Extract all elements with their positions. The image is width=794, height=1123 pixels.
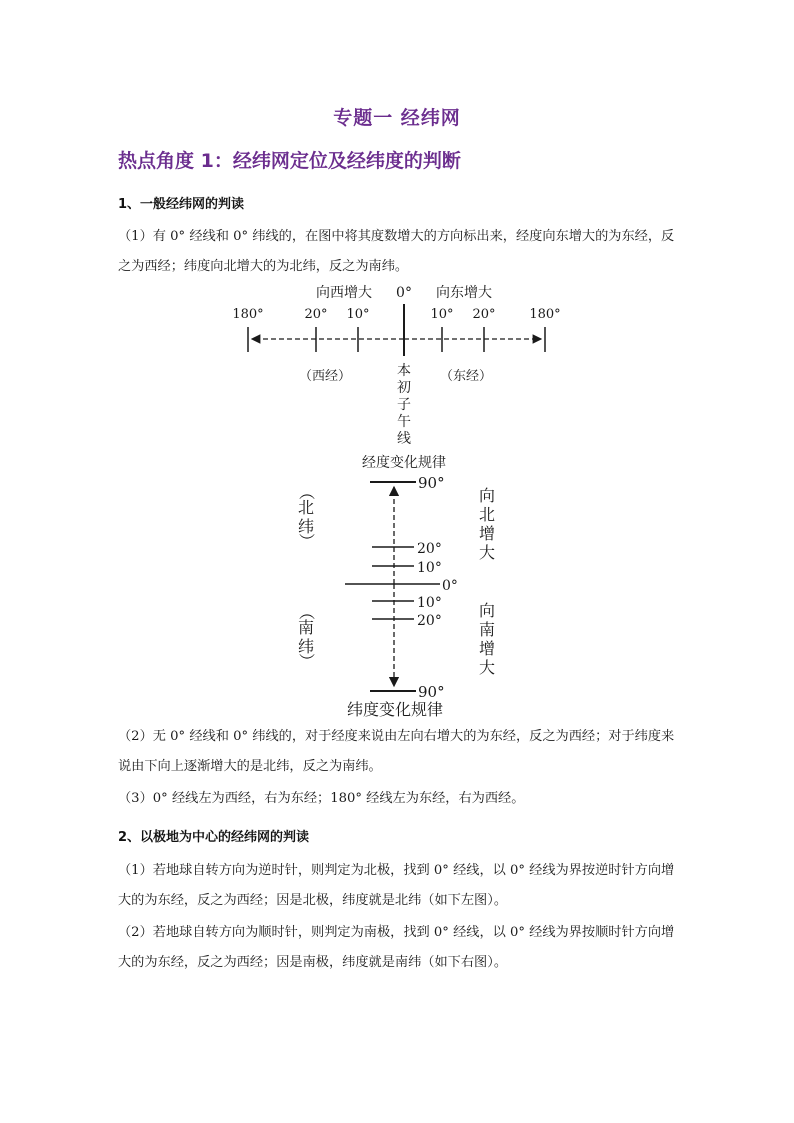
- east-increase-label: 向东增大: [436, 285, 492, 301]
- tick-label-s20: 20°: [417, 613, 442, 629]
- tick-label-e180: 180°: [529, 307, 561, 322]
- latitude-caption: 纬度变化规律: [346, 700, 444, 719]
- tick-label-n90: 90°: [418, 474, 445, 492]
- subsection-heading-2: 2、以极地为中心的经纬网的判读: [118, 830, 310, 845]
- west-longitude-label: （西经）: [298, 369, 352, 384]
- prime-meridian-char-1: 本: [397, 363, 411, 379]
- prime-meridian-char-3: 子: [397, 397, 411, 413]
- tick-label-n10: 10°: [417, 560, 442, 576]
- prime-meridian-char-5: 线: [397, 431, 411, 447]
- paragraph-2: （2）无 0° 经线和 0° 纬线的，对于经度来说由左向右增大的为东经，反之为西经；对于纬度来说由下向上逐渐增大的是北纬，反之为南纬。: [118, 729, 675, 774]
- south-increase-char-1: 向: [478, 601, 496, 620]
- north-increase-char-1: 向: [478, 486, 496, 505]
- south-latitude-paren-close: ）: [297, 652, 316, 670]
- tick-label-w180: 180°: [232, 307, 264, 322]
- south-increase-char-3: 增: [478, 639, 496, 658]
- latitude-diagram: [297, 474, 495, 719]
- tick-label-s10: 10°: [417, 595, 442, 611]
- tick-label-w20: 20°: [304, 307, 328, 322]
- south-latitude-paren-open: （: [297, 603, 316, 621]
- prime-meridian-char-4: 午: [397, 414, 411, 430]
- longitude-diagram: [232, 284, 560, 471]
- north-increase-char-2: 北: [478, 505, 496, 524]
- paragraph-1: （1）有 0° 经线和 0° 纬线的，在图中将其度数增大的方向标出来，经度向东增大的为东经，反之为西经；纬度向北增大的为北纬，反之为南纬。: [118, 229, 675, 274]
- paragraph-4: （1）若地球自转方向为逆时针，则判定为北极，找到 0° 经线，以 0° 经线为界按逆时针方向增大的为东经，反之为西经；因是北极，纬度就是北纬（如下左图）。: [118, 863, 675, 908]
- tick-label-n20: 20°: [417, 541, 442, 557]
- west-increase-label: 向西增大: [316, 285, 372, 301]
- east-longitude-label: （东经）: [439, 369, 493, 384]
- tick-label-e10: 10°: [430, 307, 454, 322]
- north-latitude-char-2: 纬: [297, 517, 315, 536]
- north-latitude-paren-close: ）: [297, 532, 316, 550]
- prime-meridian-char-2: 初: [397, 380, 411, 396]
- longitude-caption: 经度变化规律: [362, 455, 446, 471]
- paragraph-3: （3）0° 经线左为西经，右为东经；180° 经线左为东经，右为西经。: [118, 791, 525, 806]
- tick-label-e20: 20°: [472, 307, 496, 322]
- north-latitude-paren-open: （: [297, 483, 316, 501]
- page-title: 专题一 经纬网: [333, 107, 461, 129]
- tick-label-w10: 10°: [346, 307, 370, 322]
- paragraph-5: （2）若地球自转方向为顺时针，则判定为南极，找到 0° 经线，以 0° 经线为界按顺时针方向增大的为东经，反之为西经；因是南极，纬度就是南纬（如下右图）。: [118, 925, 675, 970]
- south-increase-char-4: 大: [478, 658, 496, 677]
- south-latitude-char-1: 南: [297, 618, 315, 637]
- north-increase-char-4: 大: [478, 543, 496, 562]
- section-heading: 热点角度 1：经纬网定位及经纬度的判断: [118, 150, 461, 172]
- south-latitude-char-2: 纬: [297, 637, 315, 656]
- tick-label-s90: 90°: [418, 683, 445, 701]
- tick-label-equator: 0°: [442, 578, 458, 594]
- north-increase-char-3: 增: [478, 524, 496, 543]
- north-latitude-char-1: 北: [297, 498, 315, 517]
- zero-longitude-label: 0°: [396, 285, 412, 301]
- subsection-heading-1: 1、一般经纬网的判读: [118, 197, 245, 212]
- south-increase-char-2: 南: [478, 620, 496, 639]
